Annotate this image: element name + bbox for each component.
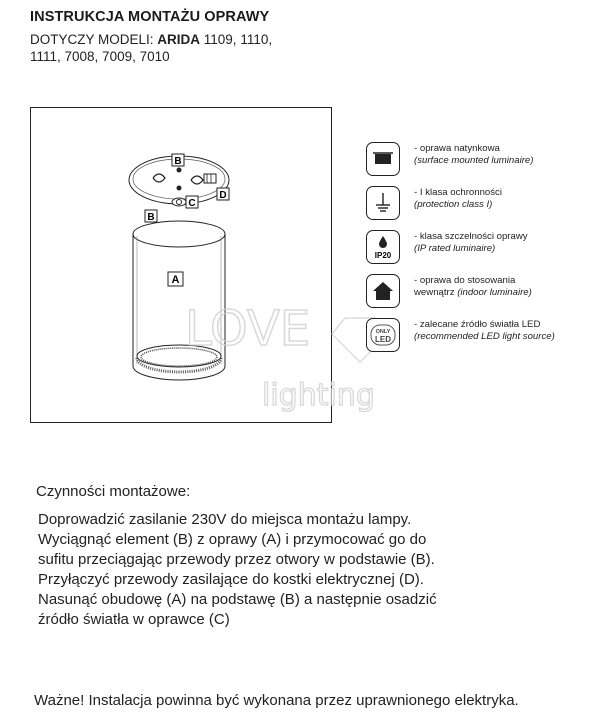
instruction-line: źródło światła w oprawce (C) (38, 611, 230, 628)
ip20-icon-text: IP20 (374, 251, 392, 260)
label-b-top: B (174, 156, 182, 167)
legend-text (414, 231, 528, 255)
legend-pl-cont: wewnątrz (414, 287, 458, 298)
legend-pl: - klasa szczelności oprawy (414, 231, 528, 242)
models-line-2: 1111, 7008, 7009, 7010 (30, 49, 170, 64)
models-brand: ARIDA (157, 32, 201, 47)
models-line1-rest: 1109, 1110, (200, 32, 273, 47)
instructions-heading: Czynności montażowe: (36, 483, 191, 500)
protection-class-icon (366, 186, 400, 220)
legend-text (414, 319, 555, 343)
instruction-line: sufitu przeciągając przewody przez otwory w podstawie (B). (38, 551, 435, 568)
legend-pl: - zalecane źródło światła LED (414, 319, 541, 330)
watermark-word-2: lighting (262, 378, 375, 413)
surface-mounted-icon (366, 142, 400, 176)
legend-text (414, 275, 532, 299)
legend-pl: - I klasa ochronności (414, 187, 502, 198)
label-c: C (188, 198, 196, 209)
legend-item-ip20 (366, 230, 596, 266)
legend-text (414, 187, 502, 211)
legend-item-surface-mounted (366, 142, 596, 178)
indoor-icon (366, 274, 400, 308)
legend-en: (recommended LED light source) (414, 331, 555, 342)
legend-en: (protection class I) (414, 199, 493, 210)
label-a: A (171, 274, 180, 286)
legend-en: (indoor luminaire) (457, 287, 532, 298)
only-text: ONLY (375, 329, 391, 335)
instruction-line: Doprowadzić zasilanie 230V do miejsca montażu lampy. (38, 511, 412, 528)
legend-item-only-led (366, 318, 596, 354)
legend-item-indoor (366, 274, 596, 310)
watermark-word-1: LOVE (185, 301, 311, 357)
instruction-line: Nasunąć obudowę (A) na podstawę (B) a następnie osadzić (38, 591, 437, 608)
legend-text (414, 143, 533, 167)
legend-pl: - oprawa do stosowania (414, 275, 516, 286)
document-title: INSTRUKCJA MONTAŻU OPRAWY (30, 9, 270, 25)
legend-item-protection-class (366, 186, 596, 222)
led-text: LED (375, 335, 391, 344)
instruction-line: Wyciągnąć element (B) z oprawy (A) i przymocować go do (38, 531, 427, 548)
legend-pl: - oprawa natynkowa (414, 143, 500, 154)
instruction-line: Przyłączyć przewody zasilające do kostki elektrycznej (D). (38, 571, 424, 588)
legend-en: (IP rated luminaire) (414, 243, 496, 254)
installer-warning: Ważne! Instalacja powinna być wykonana przez uprawnionego elektryka. (34, 692, 519, 709)
models-prefix: DOTYCZY MODELI: (30, 32, 158, 47)
legend-en: (surface mounted luminaire) (414, 155, 534, 166)
label-b-side: B (147, 212, 155, 223)
label-d: D (219, 190, 227, 201)
only-led-icon (366, 318, 400, 352)
ip20-icon (366, 230, 400, 264)
